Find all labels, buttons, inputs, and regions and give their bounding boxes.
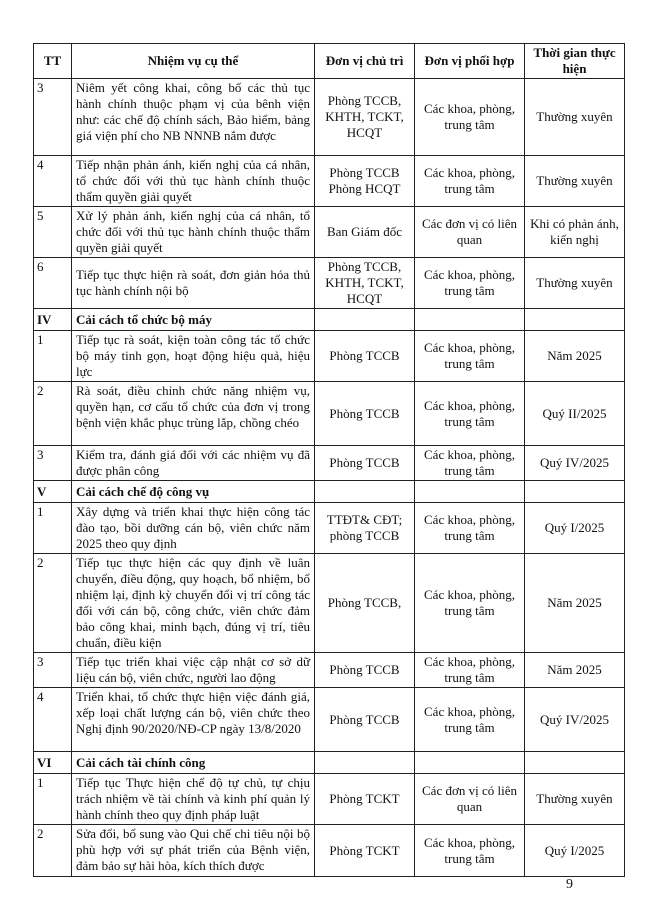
task-cell: Xử lý phản ánh, kiến nghị của cá nhân, tổ chức đối với thủ tục hành chính thuộc thẩm quyền giải quyết bbox=[72, 207, 315, 258]
coordinating-unit-cell: Các khoa, phòng, trung tâm bbox=[415, 825, 525, 877]
row-number: 1 bbox=[34, 503, 72, 554]
table-row bbox=[34, 446, 625, 481]
table-row bbox=[34, 207, 625, 258]
row-number: 4 bbox=[34, 688, 72, 752]
lead-unit-cell: Phòng TCCB bbox=[315, 331, 415, 382]
row-number: 6 bbox=[34, 258, 72, 309]
task-cell: Tiếp tục thực hiện rà soát, đơn giản hóa thủ tục hành chính nội bộ bbox=[72, 258, 315, 309]
row-number: 2 bbox=[34, 382, 72, 446]
coordinating-unit-cell: Các khoa, phòng, trung tâm bbox=[415, 688, 525, 752]
time-cell: Thường xuyên bbox=[525, 258, 625, 309]
time-cell: Quý I/2025 bbox=[525, 503, 625, 554]
time-cell: Khi có phản ánh, kiến nghị bbox=[525, 207, 625, 258]
header-lead-unit: Đơn vị chủ trì bbox=[315, 44, 415, 79]
empty-cell bbox=[525, 481, 625, 503]
lead-unit-cell: Phòng TCCB, KHTH, TCKT, HCQT bbox=[315, 258, 415, 309]
table-row bbox=[34, 653, 625, 688]
empty-cell bbox=[525, 752, 625, 774]
row-number: 3 bbox=[34, 653, 72, 688]
time-cell: Quý I/2025 bbox=[525, 825, 625, 877]
lead-unit-cell: Phòng TCCB, bbox=[315, 554, 415, 653]
empty-cell bbox=[415, 309, 525, 331]
task-cell: Tiếp tục Thực hiện chế độ tự chủ, tự chịu trách nhiệm về tài chính và kinh phí quản lý hành chính theo quy định pháp luật bbox=[72, 774, 315, 825]
coordinating-unit-cell: Các đơn vị có liên quan bbox=[415, 207, 525, 258]
table-row bbox=[34, 382, 625, 446]
section-title: Cải cách tổ chức bộ máy bbox=[72, 309, 315, 331]
row-number: 4 bbox=[34, 156, 72, 207]
coordinating-unit-cell: Các khoa, phòng, trung tâm bbox=[415, 446, 525, 481]
coordinating-unit-cell: Các khoa, phòng, trung tâm bbox=[415, 653, 525, 688]
empty-cell bbox=[315, 309, 415, 331]
table-row bbox=[34, 774, 625, 825]
lead-unit-cell: Phòng TCCB Phòng HCQT bbox=[315, 156, 415, 207]
task-cell: Tiếp tục rà soát, kiện toàn công tác tổ chức bộ máy tinh gọn, hoạt động hiệu quả, hiệu lực bbox=[72, 331, 315, 382]
header-tt: TT bbox=[34, 44, 72, 79]
section-row-v bbox=[34, 481, 625, 503]
row-number: 5 bbox=[34, 207, 72, 258]
table-row bbox=[34, 825, 625, 877]
task-cell: Rà soát, điều chỉnh chức năng nhiệm vụ, quyền hạn, cơ cấu tổ chức của đơn vị trong bệnh viện khắc phục trùng lắp, chồng chéo bbox=[72, 382, 315, 446]
table-row bbox=[34, 331, 625, 382]
page-number: 9 bbox=[566, 877, 573, 892]
section-row-iv bbox=[34, 309, 625, 331]
time-cell: Năm 2025 bbox=[525, 653, 625, 688]
table-row bbox=[34, 79, 625, 156]
table-row bbox=[34, 554, 625, 653]
lead-unit-cell: Phòng TCCB bbox=[315, 446, 415, 481]
lead-unit-cell: Phòng TCCB bbox=[315, 382, 415, 446]
header-task: Nhiệm vụ cụ thể bbox=[72, 44, 315, 79]
table-row bbox=[34, 156, 625, 207]
section-title: Cải cách chế độ công vụ bbox=[72, 481, 315, 503]
task-cell: Xây dựng và triển khai thực hiện công tác đào tạo, bồi dưỡng cán bộ, viên chức năm 2025 theo quy định bbox=[72, 503, 315, 554]
section-row-vi bbox=[34, 752, 625, 774]
lead-unit-cell: Phòng TCKT bbox=[315, 774, 415, 825]
coordinating-unit-cell: Các khoa, phòng, trung tâm bbox=[415, 156, 525, 207]
task-cell: Niêm yết công khai, công bố các thủ tục hành chính thuộc phạm vị của bênh viện như: các chế độ chính sách, Bảo hiểm, bảng giá viện phí cho NB NNNB nắm được bbox=[72, 79, 315, 156]
time-cell: Quý II/2025 bbox=[525, 382, 625, 446]
table-row bbox=[34, 258, 625, 309]
empty-cell bbox=[315, 481, 415, 503]
row-number: 3 bbox=[34, 79, 72, 156]
task-cell: Triển khai, tổ chức thực hiện việc đánh giá, xếp loại chất lượng cán bộ, viên chức theo Nghị định 90/2020/NĐ-CP ngày 13/8/2020 bbox=[72, 688, 315, 752]
section-number: VI bbox=[34, 752, 72, 774]
row-number: 2 bbox=[34, 554, 72, 653]
row-number: 3 bbox=[34, 446, 72, 481]
header-coordinating-unit: Đơn vị phối hợp bbox=[415, 44, 525, 79]
empty-cell bbox=[315, 752, 415, 774]
time-cell: Thường xuyên bbox=[525, 156, 625, 207]
task-cell: Tiếp tục triển khai việc cập nhật cơ sở dữ liệu cán bộ, viên chức, người lao động bbox=[72, 653, 315, 688]
time-cell: Năm 2025 bbox=[525, 554, 625, 653]
empty-cell bbox=[415, 481, 525, 503]
coordinating-unit-cell: Các khoa, phòng, trung tâm bbox=[415, 331, 525, 382]
empty-cell bbox=[525, 309, 625, 331]
time-cell: Quý IV/2025 bbox=[525, 446, 625, 481]
row-number: 1 bbox=[34, 774, 72, 825]
time-cell: Năm 2025 bbox=[525, 331, 625, 382]
coordinating-unit-cell: Các khoa, phòng, trung tâm bbox=[415, 258, 525, 309]
row-number: 1 bbox=[34, 331, 72, 382]
lead-unit-cell: Phòng TCCB bbox=[315, 653, 415, 688]
table-row bbox=[34, 503, 625, 554]
time-cell: Quý IV/2025 bbox=[525, 688, 625, 752]
lead-unit-cell: Phòng TCCB bbox=[315, 688, 415, 752]
lead-unit-cell: TTĐT& CĐT; phòng TCCB bbox=[315, 503, 415, 554]
task-cell: Tiếp tục thực hiện các quy định về luân chuyển, điều động, quy hoạch, bổ nhiệm, bổ nhiệm lại, định kỳ chuyển đổi vị trí công tác đối với cán bộ, công chức, viên chức đảm bảo công khai, minh bạch, đúng vị trí, tiêu chuẩn, điều kiện bbox=[72, 554, 315, 653]
coordinating-unit-cell: Các khoa, phòng, trung tâm bbox=[415, 503, 525, 554]
table-header-row bbox=[34, 44, 625, 79]
task-table bbox=[33, 43, 625, 877]
coordinating-unit-cell: Các đơn vị có liên quan bbox=[415, 774, 525, 825]
lead-unit-cell: Phòng TCKT bbox=[315, 825, 415, 877]
task-cell: Kiểm tra, đánh giá đối với các nhiệm vụ đã được phân công bbox=[72, 446, 315, 481]
header-time: Thời gian thực hiện bbox=[525, 44, 625, 79]
time-cell: Thường xuyên bbox=[525, 79, 625, 156]
task-cell: Sửa đổi, bổ sung vào Qui chế chi tiêu nội bộ phù hợp với sự phát triển của Bệnh viện, đảm bảo sự hài hòa, kích thích được bbox=[72, 825, 315, 877]
coordinating-unit-cell: Các khoa, phòng, trung tâm bbox=[415, 79, 525, 156]
section-number: IV bbox=[34, 309, 72, 331]
task-cell: Tiếp nhận phản ánh, kiến nghị của cá nhân, tổ chức đối với thủ tục hành chính thuộc thẩm quyền giải quyết bbox=[72, 156, 315, 207]
coordinating-unit-cell: Các khoa, phòng, trung tâm bbox=[415, 382, 525, 446]
section-title: Cải cách tài chính công bbox=[72, 752, 315, 774]
empty-cell bbox=[415, 752, 525, 774]
table-row bbox=[34, 688, 625, 752]
coordinating-unit-cell: Các khoa, phòng, trung tâm bbox=[415, 554, 525, 653]
lead-unit-cell: Ban Giám đốc bbox=[315, 207, 415, 258]
lead-unit-cell: Phòng TCCB, KHTH, TCKT, HCQT bbox=[315, 79, 415, 156]
row-number: 2 bbox=[34, 825, 72, 877]
time-cell: Thường xuyên bbox=[525, 774, 625, 825]
section-number: V bbox=[34, 481, 72, 503]
